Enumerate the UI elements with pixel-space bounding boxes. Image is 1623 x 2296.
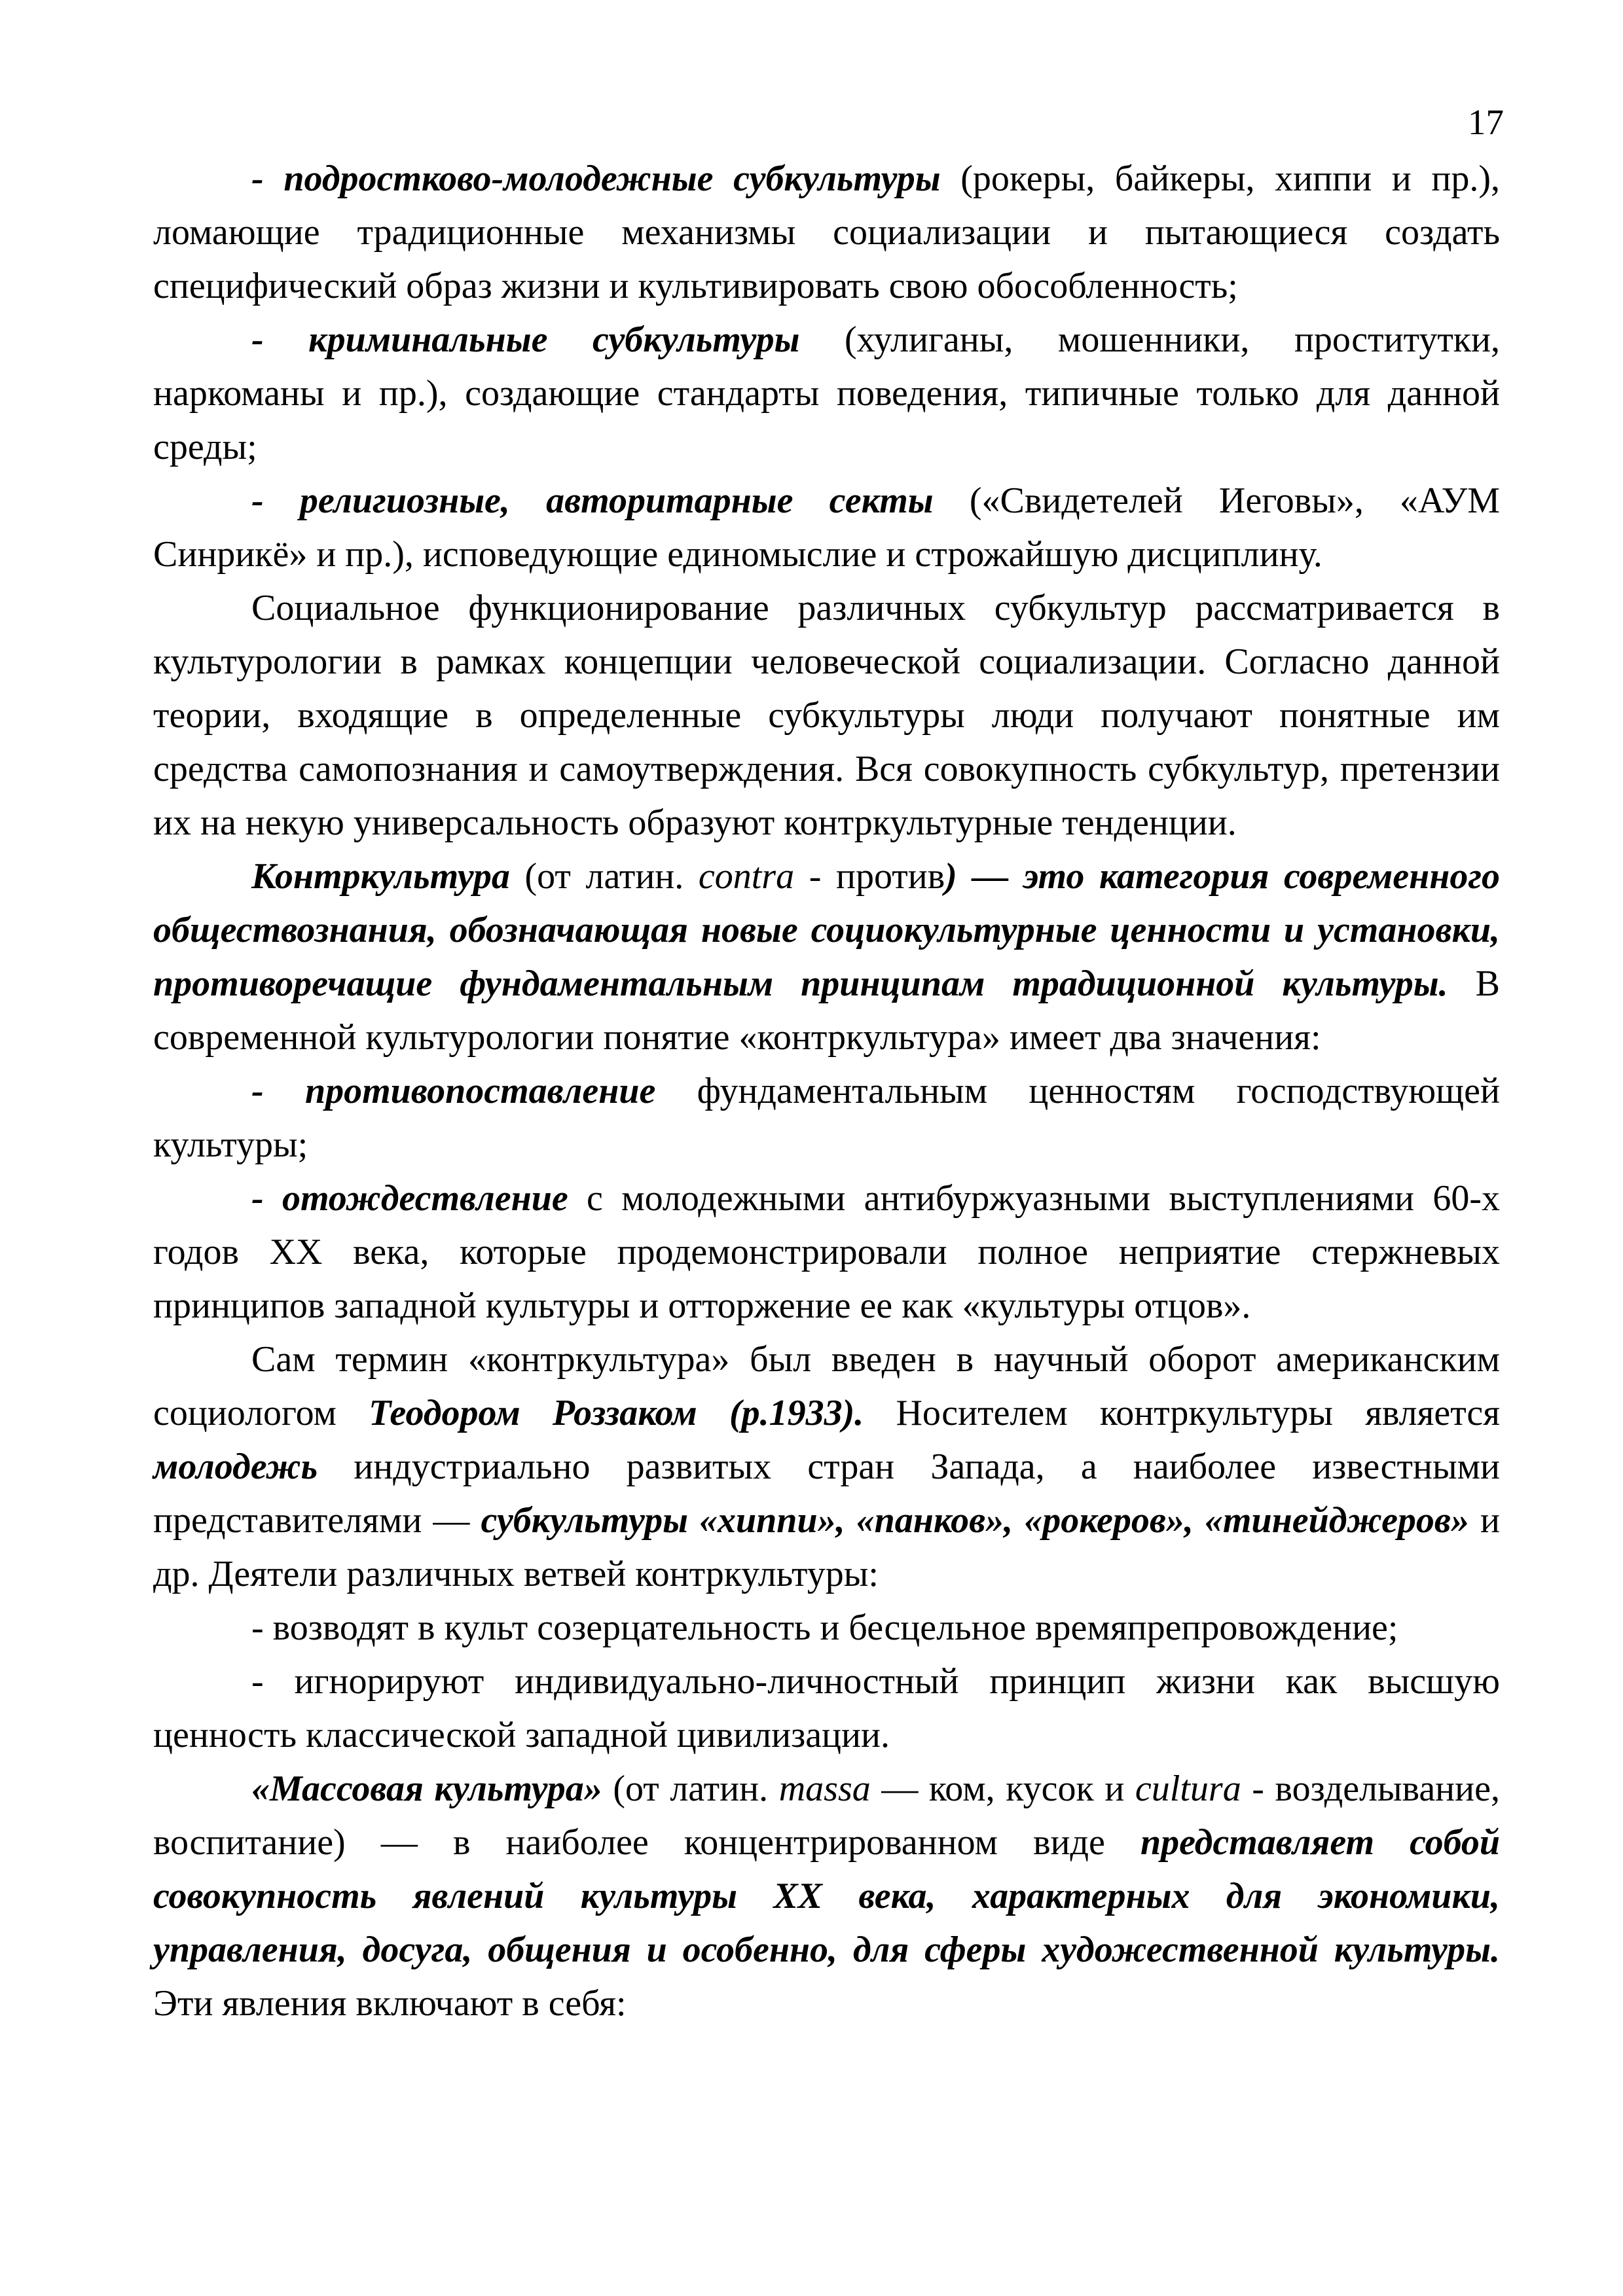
latin-word-contra: contra (698, 856, 795, 897)
term-criminal-subcultures: - криминальные субкультуры (251, 319, 800, 360)
text-span: фундаментальным ценностям господствующей культуры; (153, 1071, 1500, 1165)
name-roszak: Теодором Роззаком (р.1933). (369, 1393, 864, 1433)
term-youth-subcultures: - подростково-молодежные субкультуры (251, 158, 941, 199)
text-span: (рокеры, байкеры, хиппи и пр.), ломающие традиционные механизмы социализации и пытающиеся создать специфический образ жизни и культивировать свою обособленность; (153, 158, 1500, 306)
paragraph-counterculture-definition (153, 850, 1500, 1064)
definition-counterculture: ) — это категория современного обществознания, обозначающая новые социокультурные ценности и установки, противоречащие фундаментальным принципам традиционной культуры. (153, 856, 1500, 1004)
text-span: (хулиганы, мошенники, проститутки, наркоманы и пр.), создающие стандарты поведения, типичные только для данной среды; (153, 319, 1500, 467)
body-text (153, 152, 1500, 2030)
paragraph-contemplation (153, 1601, 1500, 1655)
text-span: — ком, кусок и (870, 1768, 1135, 1809)
term-opposition: - противопоставление (251, 1071, 656, 1111)
text-span: и др. Деятели различных ветвей контркультуры: (153, 1500, 1500, 1594)
term-mass-culture: «Массовая культура» (251, 1768, 602, 1809)
text-span: - игнорируют индивидуально-личностный принцип жизни как высшую ценность классической западной цивилизации. (153, 1661, 1500, 1755)
latin-word-cultura: cultura (1135, 1768, 1241, 1809)
text-span: (от латин. (509, 856, 699, 897)
page-number: 17 (1468, 102, 1504, 142)
paragraph-ignore-principle (153, 1655, 1500, 1762)
term-subculture-examples: субкультуры «хиппи», «панков», «рокеров», «тинейджеров» (481, 1500, 1469, 1541)
text-span: - возводят в культ созерцательность и бесцельное времяпрепровождение; (251, 1607, 1398, 1648)
paragraph-mass-culture (153, 1762, 1500, 2030)
term-youth: молодежь (153, 1446, 318, 1487)
term-identification: - отождествление (251, 1178, 568, 1219)
paragraph-youth-subcultures (153, 152, 1500, 313)
text-span: Эти явления включают в себя: (153, 1983, 627, 2024)
text-span: Носителем контркультуры является (864, 1393, 1500, 1433)
paragraph-criminal-subcultures (153, 313, 1500, 474)
latin-word-massa: massa (778, 1768, 871, 1809)
text-span: В современной культурологии понятие «контркультура» имеет два значения: (153, 963, 1500, 1058)
text-span: индустриально развитых стран Запада, а наиболее известными представителями — (153, 1446, 1500, 1541)
paragraph-meaning-identification (153, 1172, 1500, 1333)
text-span: Сам термин «контркультура» был введен в научный оборот американским социологом (153, 1339, 1500, 1433)
text-span: - против (794, 856, 945, 897)
text-span: с молодежными антибуржуазными выступлениями 60-х годов XX века, которые продемонстрировали полное неприятие стержневых принципов западной культуры и отторжение ее как «культуры отцов». (153, 1178, 1500, 1326)
text-span: («Свидетелей Иеговы», «АУМ Синрикё» и пр.), исповедующие единомыслие и строжайшую дисциплину. (153, 480, 1500, 575)
term-religious-sects: - религиозные, авторитарные секты (251, 480, 934, 521)
paragraph-term-origin (153, 1333, 1500, 1601)
paragraph-meaning-opposition (153, 1064, 1500, 1172)
text-span: (от латин. (602, 1768, 779, 1809)
term-counterculture: Контркультура (251, 856, 510, 897)
paragraph-religious-sects (153, 474, 1500, 581)
text-span: Социальное функционирование различных субкультур рассматривается в культурологии в рамках концепции человеческой социализации. Согласно данной теории, входящие в определенные субкультуры люди получают понятные им средства самопознания и самоутверждения. Вся совокупность субкультур, претензии их на некую универсальность образуют контркультурные тенденции. (153, 588, 1500, 843)
paragraph-socialization (153, 581, 1500, 850)
definition-mass-culture: представляет собой совокупность явлений культуры XX века, характерных для экономики, управления, досуга, общения и особенно, для сферы художественной культуры. (153, 1822, 1500, 1970)
text-span: - возделывание, воспитание) — в наиболее концентрированном виде (153, 1768, 1500, 1863)
